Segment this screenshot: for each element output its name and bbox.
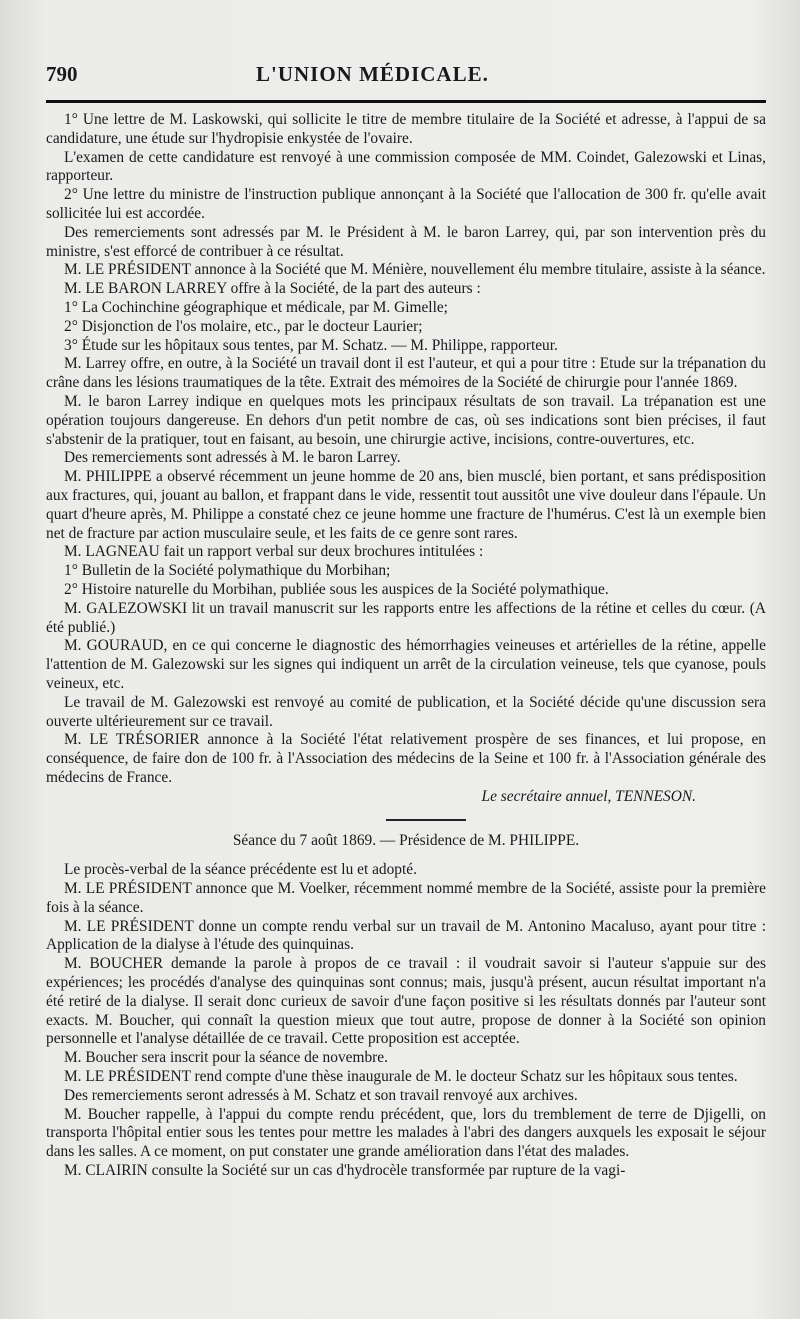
paragraph: Le travail de M. Galezowski est renvoyé au comité de publication, et la Société décide qu'une discussion sera ouverte ultérieurement sur ce travail. — [46, 693, 766, 730]
paragraph: 1° Bulletin de la Société polymathique du Morbihan; — [64, 562, 391, 580]
paragraph: M. Boucher sera inscrit pour la séance de novembre. — [64, 1049, 388, 1067]
paragraph: Des remerciements sont adressés à M. le baron Larrey. — [64, 449, 401, 467]
paragraph: 2° Une lettre du ministre de l'instruction publique annonçant à la Société que l'allocation de 300 fr. qu'elle avait sollicitée lui est accordée. — [46, 186, 766, 222]
paragraph: Des remerciements seront adressés à M. Schatz et son travail renvoyé aux archives. — [64, 1086, 578, 1104]
paragraph: Des remerciements sont adressés par M. le Président à M. le baron Larrey, qui, par son intervention près du ministre, s'est efforcé de contribuer à ce résultat. — [46, 223, 766, 260]
paragraph: M. CLAIRIN consulte la Société sur un cas d'hydrocèle transformée par rupture de la vagi- — [64, 1162, 626, 1180]
paragraph: M. LE PRÉSIDENT annonce que M. Voelker, récemment nommé membre de la Société, assiste pour la première fois à la séance. — [46, 880, 766, 916]
paragraph: M. GALEZOWSKI lit un travail manuscrit sur les rapports entre les affections de la rétine et celles du cœur. (A été publié.) — [46, 599, 766, 636]
paragraph: M. Boucher rappelle, à l'appui du compte rendu précédent, que, lors du tremblement de terre de Djigelli, on transporta l'hôpital entier sous les tentes pour mettre les malades à l'abri des dangers auxquels les exposait le séjour dans les salles. A ce moment, on put constater une grande amélioration dans l'état des malades. — [46, 1105, 766, 1161]
signature — [46, 788, 696, 807]
paragraph: M. PHILIPPE a observé récemment un jeune homme de 20 ans, bien musclé, bien portant, et sans prédisposition aux fractures, qui, jouant au ballon, et frappant dans le vide, ressentit tout aussitôt une vive douleur dans l'épaule. Un quart d'heure après, M. Philippe a constaté chez ce jeune homme une fracture de l'humérus. C'est là un exemple bien net de fracture par action musculaire seule, et les faits de ce genre sont rares. — [46, 468, 766, 542]
paragraph: M. LE PRÉSIDENT rend compte d'une thèse inaugurale de M. le docteur Schatz sur les hôpitaux sous tentes. — [64, 1068, 738, 1086]
paragraph: 1° La Cochinchine géographique et médicale, par M. Gimelle; — [64, 298, 448, 316]
signature-text: Le secrétaire annuel, TENNESON. — [481, 787, 696, 805]
paragraph: 1° Une lettre de M. Laskowski, qui sollicite le titre de membre titulaire de la Société et adresse, à l'appui de sa candidature, une étude sur l'hydropisie enkystée de l'ovaire. — [46, 111, 766, 147]
paragraph: M. LE PRÉSIDENT annonce à la Société que M. Ménière, nouvellement élu membre titulaire, assiste à la séance. — [64, 261, 766, 279]
paragraph: M. BOUCHER demande la parole à propos de ce travail : il voudrait savoir si l'auteur s'appuie sur des expériences; les procédés d'analyse des quinquinas sont connus; mais, jusqu'à présent, aucun résultat important n'a été retiré de la dialyse. Il serait donc curieux de savoir d'une façon positive si les résultats donnés par l'auteur sont exacts. M. Boucher, qui connaît la question mieux que tout autre, propose de donner à la Société son opinion personnelle et l'analyse détaillée de ce travail. Cette proposition est acceptée. — [46, 955, 766, 1048]
section-separator — [386, 819, 466, 821]
running-title: L'UNION MÉDICALE. — [256, 62, 489, 86]
header-rule — [46, 100, 766, 103]
article-body — [46, 111, 766, 1181]
page-header — [46, 62, 766, 96]
paragraph: M. le baron Larrey indique en quelques mots les principaux résultats de son travail. La trépanation est une opération toujours dangereuse. En dehors d'un petit nombre de cas, où ses indications sont bien précises, il faut s'abstenir de la pratiquer, tout en faisant, au besoin, une chirurgie active, incisions, contre-ouvertures, etc. — [46, 392, 766, 448]
paragraph: Le procès-verbal de la séance précédente est lu et adopté. — [64, 861, 417, 879]
paragraph: M. LE TRÉSORIER annonce à la Société l'état relativement prospère de ses finances, et lui propose, en conséquence, de faire don de 100 fr. à l'Association des médecins de la Seine et 100 fr. à l'Association générale des médecins de France. — [46, 731, 766, 786]
paragraph: M. LE PRÉSIDENT donne un compte rendu verbal sur un travail de M. Antonino Macaluso, ayant pour titre : Application de la dialyse à l'étude des quinquinas. — [46, 917, 766, 954]
paragraph: M. LE BARON LARREY offre à la Société, de la part des auteurs : — [64, 280, 481, 298]
paragraph: M. Larrey offre, en outre, à la Société un travail dont il est l'auteur, et qui a pour titre : Etude sur la trépanation du crâne dans les lésions traumatiques de la tête. Extrait des mémoires de la Société de chirurgie pour l'année 1869. — [46, 355, 766, 392]
page-number: 790 — [46, 62, 78, 86]
paragraph: L'examen de cette candidature est renvoyé à une commission composée de MM. Coindet, Galezowski et Linas, rapporteur. — [46, 148, 766, 185]
paragraph: M. LAGNEAU fait un rapport verbal sur deux brochures intitulées : — [64, 543, 484, 561]
paragraph: 3° Étude sur les hôpitaux sous tentes, par M. Schatz. — M. Philippe, rapporteur. — [64, 336, 558, 354]
paragraph: 2° Histoire naturelle du Morbihan, publiée sous les auspices de la Société polymathique. — [64, 580, 609, 598]
paragraph: 2° Disjonction de l'os molaire, etc., par le docteur Laurier; — [64, 317, 423, 335]
paragraph: M. GOURAUD, en ce qui concerne le diagnostic des hémorrhagies veineuses et artérielles de la rétine, appelle l'attention de M. Galezowski sur les signes qui indiquent un arrêt de la circulation veineuse, tels que cyanose, pouls veineux, etc. — [46, 637, 766, 692]
session-heading: Séance du 7 août 1869. — Présidence de M. PHILIPPE. — [232, 832, 580, 850]
